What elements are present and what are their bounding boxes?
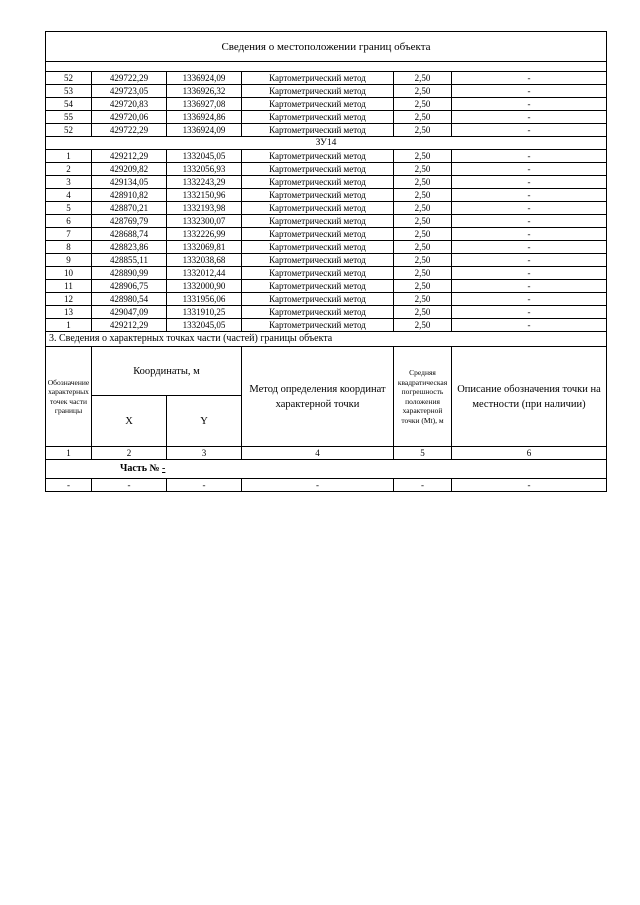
point-number: 1 (46, 150, 92, 163)
description: - (452, 98, 607, 111)
coord-x: 429720,83 (92, 98, 167, 111)
mt-value: 2,50 (394, 72, 452, 85)
point-number: 10 (46, 267, 92, 280)
method: Картометрический метод (242, 124, 394, 137)
blank-row (46, 62, 607, 72)
method: Картометрический метод (242, 293, 394, 306)
coord-y: 1332150,96 (167, 189, 242, 202)
coord-y: 1332069,81 (167, 241, 242, 254)
section-title: Сведения о местоположении границ объекта (46, 32, 607, 62)
part-cell: - (242, 479, 394, 492)
column-number: 6 (452, 447, 607, 460)
description: - (452, 85, 607, 98)
part-label-cell (46, 460, 607, 479)
coord-y: 1336924,86 (167, 111, 242, 124)
column-number: 4 (242, 447, 394, 460)
column-number: 5 (394, 447, 452, 460)
column-number: 3 (167, 447, 242, 460)
table-row (46, 241, 607, 254)
point-number: 12 (46, 293, 92, 306)
coord-x: 429134,05 (92, 176, 167, 189)
mt-value: 2,50 (394, 202, 452, 215)
table-row (46, 163, 607, 176)
coord-y: 1332056,93 (167, 163, 242, 176)
coord-x: 428870,21 (92, 202, 167, 215)
mt-value: 2,50 (394, 176, 452, 189)
coord-x: 429722,29 (92, 72, 167, 85)
table-row (46, 150, 607, 163)
point-number: 11 (46, 280, 92, 293)
method: Картометрический метод (242, 176, 394, 189)
mt-value: 2,50 (394, 163, 452, 176)
coord-x: 428906,75 (92, 280, 167, 293)
table-row (46, 111, 607, 124)
coord-x: 428910,82 (92, 189, 167, 202)
coord-y: 1332045,05 (167, 150, 242, 163)
description: - (452, 254, 607, 267)
table-row (46, 319, 607, 332)
method: Картометрический метод (242, 85, 394, 98)
table-row (46, 280, 607, 293)
part-label: Часть № (120, 463, 160, 474)
part-cell: - (394, 479, 452, 492)
coord-y: 1336926,32 (167, 85, 242, 98)
mt-value: 2,50 (394, 111, 452, 124)
mt-value: 2,50 (394, 319, 452, 332)
coord-x: 428688,74 (92, 228, 167, 241)
description: - (452, 189, 607, 202)
coord-y: 1336924,09 (167, 72, 242, 85)
mt-value: 2,50 (394, 98, 452, 111)
header-y: Y (167, 396, 242, 447)
method: Картометрический метод (242, 72, 394, 85)
document-sheet (45, 31, 606, 492)
method: Картометрический метод (242, 280, 394, 293)
coord-x: 428823,86 (92, 241, 167, 254)
coord-x: 429047,09 (92, 306, 167, 319)
table-row (46, 254, 607, 267)
part-cell: - (452, 479, 607, 492)
mt-value: 2,50 (394, 293, 452, 306)
coord-y: 1331910,25 (167, 306, 242, 319)
boundary-table (45, 31, 607, 492)
coord-y: 1332243,29 (167, 176, 242, 189)
description: - (452, 111, 607, 124)
header-mt: Средняя квадратическая погрешность положения характерной точки (Mt), м (394, 347, 452, 447)
point-number: 53 (46, 85, 92, 98)
point-number: 9 (46, 254, 92, 267)
coord-x: 428980,54 (92, 293, 167, 306)
mt-value: 2,50 (394, 85, 452, 98)
coord-x: 429212,29 (92, 319, 167, 332)
description: - (452, 202, 607, 215)
coord-x: 429720,06 (92, 111, 167, 124)
table-row (46, 98, 607, 111)
coord-x: 428890,99 (92, 267, 167, 280)
method: Картометрический метод (242, 111, 394, 124)
description: - (452, 150, 607, 163)
coord-x: 429722,29 (92, 124, 167, 137)
table-row (46, 202, 607, 215)
description: - (452, 72, 607, 85)
mt-value: 2,50 (394, 228, 452, 241)
table-row (46, 124, 607, 137)
mt-value: 2,50 (394, 280, 452, 293)
method: Картометрический метод (242, 241, 394, 254)
method: Картометрический метод (242, 189, 394, 202)
description: - (452, 319, 607, 332)
title-row (46, 32, 607, 62)
point-number: 7 (46, 228, 92, 241)
part-cell: - (92, 479, 167, 492)
mt-value: 2,50 (394, 124, 452, 137)
description: - (452, 241, 607, 254)
header-point-label: Обозначение характерных точек части границы (46, 347, 92, 447)
header-coordinates: Координаты, м (92, 347, 242, 396)
mt-value: 2,50 (394, 150, 452, 163)
header-x: X (92, 396, 167, 447)
coord-x: 429723,05 (92, 85, 167, 98)
point-number: 13 (46, 306, 92, 319)
point-number: 3 (46, 176, 92, 189)
column-number: 2 (92, 447, 167, 460)
plot-subheading: ЗУ14 (46, 137, 607, 150)
method: Картометрический метод (242, 202, 394, 215)
table-row (46, 215, 607, 228)
coord-x: 429212,29 (92, 150, 167, 163)
column-number: 1 (46, 447, 92, 460)
mt-value: 2,50 (394, 267, 452, 280)
coord-y: 1336924,09 (167, 124, 242, 137)
coord-y: 1332226,99 (167, 228, 242, 241)
blank-cell (46, 62, 607, 72)
coord-y: 1332045,05 (167, 319, 242, 332)
subheading-row (46, 137, 607, 150)
coord-x: 429209,82 (92, 163, 167, 176)
description: - (452, 124, 607, 137)
table-row (46, 306, 607, 319)
table-row (46, 176, 607, 189)
description: - (452, 293, 607, 306)
coord-y: 1332000,90 (167, 280, 242, 293)
header-description: Описание обозначения точки на местности (при наличии) (452, 347, 607, 447)
method: Картометрический метод (242, 319, 394, 332)
coord-y: 1331956,06 (167, 293, 242, 306)
part-cell: - (46, 479, 92, 492)
table-row (46, 228, 607, 241)
method: Картометрический метод (242, 254, 394, 267)
coord-y: 1332012,44 (167, 267, 242, 280)
coord-x: 428769,79 (92, 215, 167, 228)
table-row (46, 189, 607, 202)
description: - (452, 163, 607, 176)
description: - (452, 228, 607, 241)
header-row-1 (46, 347, 607, 396)
point-number: 1 (46, 319, 92, 332)
mt-value: 2,50 (394, 189, 452, 202)
description: - (452, 306, 607, 319)
method: Картометрический метод (242, 215, 394, 228)
section3-title-row (46, 332, 607, 347)
point-number: 54 (46, 98, 92, 111)
description: - (452, 215, 607, 228)
coord-y: 1332038,68 (167, 254, 242, 267)
description: - (452, 267, 607, 280)
part-value: - (162, 463, 166, 474)
part-data-row (46, 479, 607, 492)
method: Картометрический метод (242, 163, 394, 176)
coord-y: 1336927,08 (167, 98, 242, 111)
column-numbers-row (46, 447, 607, 460)
point-number: 55 (46, 111, 92, 124)
method: Картометрический метод (242, 306, 394, 319)
mt-value: 2,50 (394, 254, 452, 267)
coord-y: 1332300,07 (167, 215, 242, 228)
coord-x: 428855,11 (92, 254, 167, 267)
point-number: 8 (46, 241, 92, 254)
table-row (46, 267, 607, 280)
method: Картометрический метод (242, 150, 394, 163)
header-method: Метод определения координат характерной точки (242, 347, 394, 447)
description: - (452, 280, 607, 293)
mt-value: 2,50 (394, 241, 452, 254)
method: Картометрический метод (242, 98, 394, 111)
part-cell: - (167, 479, 242, 492)
point-number: 4 (46, 189, 92, 202)
point-number: 52 (46, 72, 92, 85)
section3-title: 3. Сведения о характерных точках части (частей) границы объекта (46, 332, 607, 347)
table-row (46, 293, 607, 306)
point-number: 2 (46, 163, 92, 176)
part-row (46, 460, 607, 479)
mt-value: 2,50 (394, 215, 452, 228)
mt-value: 2,50 (394, 306, 452, 319)
point-number: 5 (46, 202, 92, 215)
method: Картометрический метод (242, 228, 394, 241)
description: - (452, 176, 607, 189)
table-row (46, 85, 607, 98)
point-number: 6 (46, 215, 92, 228)
point-number: 52 (46, 124, 92, 137)
table-row (46, 72, 607, 85)
method: Картометрический метод (242, 267, 394, 280)
coord-y: 1332193,98 (167, 202, 242, 215)
